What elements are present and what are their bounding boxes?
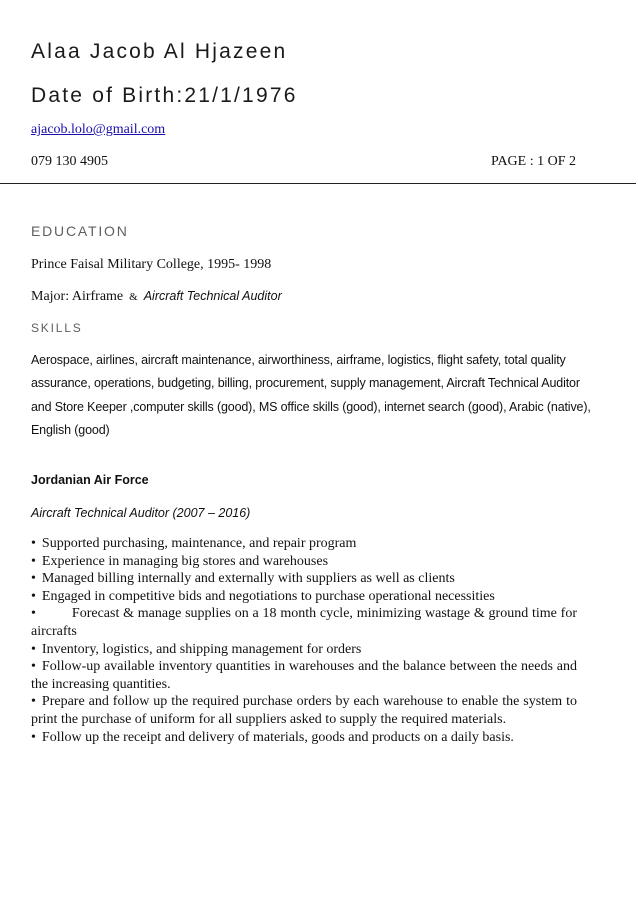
bullet-icon: • <box>31 641 36 657</box>
list-item <box>31 658 577 693</box>
list-item <box>31 588 577 606</box>
list-item <box>31 693 577 728</box>
major-role: Aircraft Technical Auditor <box>143 289 282 303</box>
list-item-text: Prepare and follow up the required purchase orders by each warehouse to enable the system to print the purchase of uniform for all suppliers asked to supply the required materials. <box>31 694 577 727</box>
list-item-text: Supported purchasing, maintenance, and repair program <box>41 536 357 551</box>
list-item-text: Inventory, logistics, and shipping management for orders <box>41 641 362 657</box>
bullet-icon: • <box>31 694 36 710</box>
phone-number: 079 130 4905 <box>31 154 108 169</box>
list-item <box>31 570 577 588</box>
list-item <box>31 641 577 659</box>
list-item-text: Managed billing internally and externally with suppliers as well as clients <box>41 571 455 587</box>
candidate-name: Alaa Jacob Al Hjazeen <box>31 40 288 63</box>
date-of-birth: Date of Birth:21/1/1976 <box>31 84 298 107</box>
header-divider <box>0 183 636 184</box>
bullet-icon: • <box>31 729 36 745</box>
major-label: Major: Airframe <box>31 289 124 304</box>
list-item-text: Experience in managing big stores and warehouses <box>41 553 329 569</box>
bullet-icon: • <box>31 571 36 587</box>
list-item-text: Engaged in competitive bids and negotiations to purchase operational necessities <box>41 588 495 604</box>
responsibility-list <box>31 535 577 746</box>
employer-name: Jordanian Air Force <box>31 473 149 487</box>
bullet-icon: • <box>31 606 36 622</box>
bullet-icon: • <box>31 588 36 604</box>
page-number: PAGE : 1 OF 2 <box>490 154 576 169</box>
skills-heading: SKILLS <box>31 321 83 335</box>
list-item <box>31 553 577 571</box>
list-item <box>31 535 577 553</box>
education-college: Prince Faisal Military College, 1995- 1998 <box>31 257 272 272</box>
list-item-text: Follow up the receipt and delivery of materials, goods and products on a daily basis. <box>41 729 514 745</box>
list-item-text: Follow-up available inventory quantities in warehouses and the balance between the needs and the increasing quantities. <box>31 659 577 692</box>
education-heading: EDUCATION <box>31 223 129 239</box>
job-title: Aircraft Technical Auditor (2007 – 2016) <box>31 506 251 520</box>
bullet-icon: • <box>31 553 36 569</box>
skills-text: Aerospace, airlines, aircraft maintenance, airworthiness, airframe, logistics, flight safety, total quality assurance, operations, budgeting, billing, procurement, supply management, Aircraft Technical Auditor and Store Keeper ,computer skills (good), MS office skills (good), internet search (good), Arabic (native), English (good) <box>31 353 591 437</box>
list-item <box>31 729 577 747</box>
major-separator: & <box>129 291 138 303</box>
education-major <box>31 289 282 305</box>
bullet-icon: • <box>31 536 36 551</box>
bullet-icon: • <box>31 659 36 675</box>
list-item <box>31 605 577 640</box>
list-item-text: Forecast & manage supplies on a 18 month cycle, minimizing wastage & ground time for aircrafts <box>31 606 577 639</box>
email-link[interactable]: ajacob.lolo@gmail.com <box>31 122 166 137</box>
